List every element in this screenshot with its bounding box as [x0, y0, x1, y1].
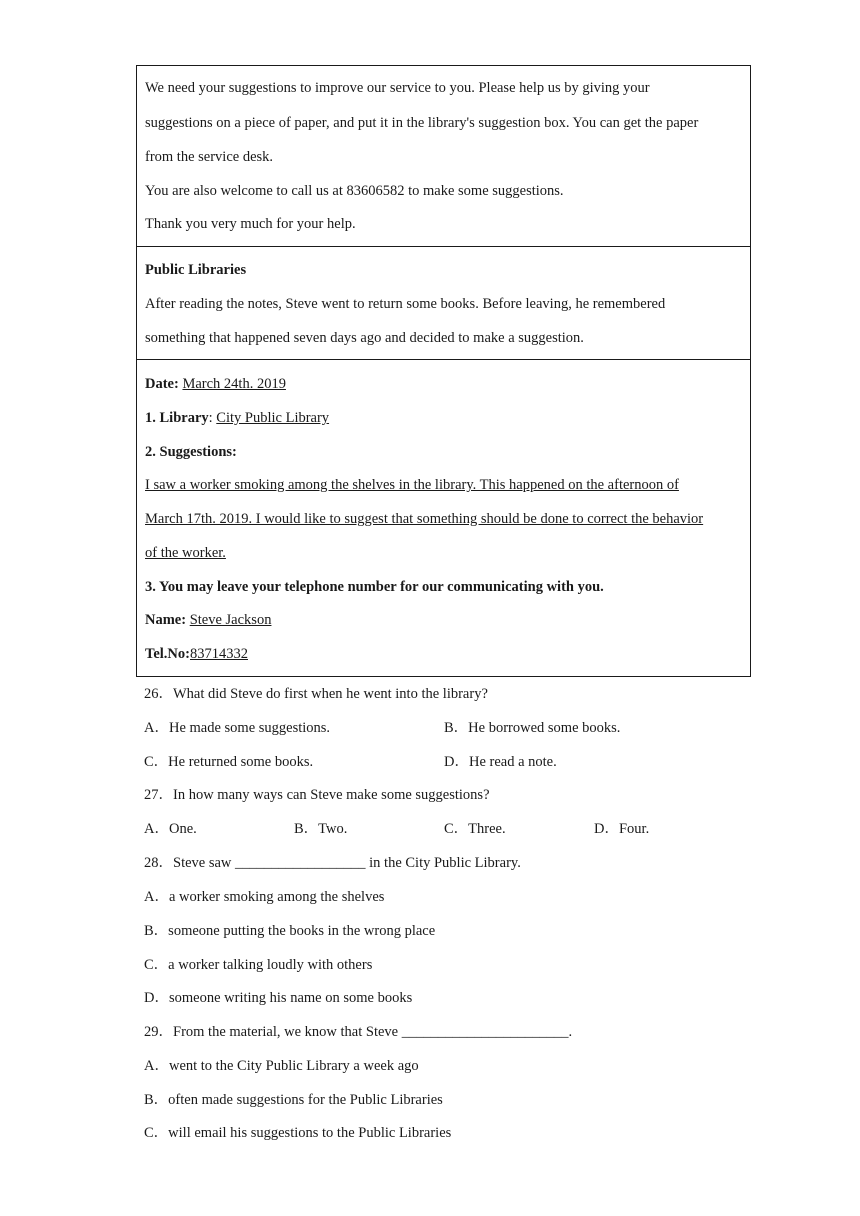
- library-value: City Public Library: [216, 410, 330, 426]
- question-27-option-c: C．Three.: [444, 821, 506, 837]
- notice-line-1: We need your suggestions to improve our service to you. Please help us by giving your: [145, 80, 650, 96]
- tel-value: 83714332: [189, 646, 248, 662]
- suggestion-line-1: I saw a worker smoking among the shelves in the library. This happened on the afternoon of: [145, 477, 679, 493]
- tel-row: [145, 644, 248, 664]
- suggestion-form-box: [136, 359, 751, 677]
- library-row: [145, 408, 329, 428]
- question-28-option-a: A．a worker smoking among the shelves: [144, 889, 385, 905]
- library-label: 1. Library: [145, 410, 209, 426]
- question-29-option-a: A．went to the City Public Library a week ago: [144, 1058, 419, 1074]
- question-27-option-b: B．Two.: [294, 821, 348, 837]
- question-26-option-c: C．He returned some books.: [144, 754, 314, 770]
- question-28-option-c: C．a worker talking loudly with others: [144, 957, 373, 973]
- intro-line-2: something that happened seven days ago and decided to make a suggestion.: [145, 330, 584, 346]
- question-29-option-c: C．will email his suggestions to the Public Libraries: [144, 1125, 452, 1141]
- question-27-option-a: A．One.: [144, 821, 197, 837]
- question-26-option-a: A．He made some suggestions.: [144, 720, 331, 736]
- name-row: [145, 610, 271, 630]
- notice-box: [136, 65, 751, 247]
- notice-line-2: suggestions on a piece of paper, and put it in the library's suggestion box. You can get the paper: [145, 115, 699, 131]
- tel-label: Tel.No:: [145, 646, 190, 662]
- intro-line-1: After reading the notes, Steve went to return some books. Before leaving, he remembered: [145, 296, 666, 312]
- notice-line-5: Thank you very much for your help.: [145, 216, 356, 232]
- phone-prompt: 3. You may leave your telephone number for our communicating with you.: [145, 579, 604, 595]
- question-26-option-b: B．He borrowed some books.: [444, 720, 621, 736]
- question-26-stem: 26．What did Steve do first when he went into the library?: [144, 686, 488, 702]
- question-28-stem: 28．Steve saw __________________ in the City Public Library.: [144, 855, 521, 871]
- question-29-stem: 29．From the material, we know that Steve _______________________.: [144, 1024, 573, 1040]
- question-28-option-d: D．someone writing his name on some books: [144, 990, 413, 1006]
- notice-line-3: from the service desk.: [145, 149, 274, 165]
- intro-title: Public Libraries: [145, 262, 247, 278]
- intro-box: [136, 246, 751, 360]
- name-label: Name:: [145, 612, 187, 628]
- question-28-option-b: B．someone putting the books in the wrong place: [144, 923, 436, 939]
- date-row: [145, 374, 286, 394]
- question-26-option-d: D．He read a note.: [444, 754, 557, 770]
- date-value: March 24th. 2019: [182, 376, 286, 392]
- question-29-option-b: B．often made suggestions for the Public Libraries: [144, 1092, 443, 1108]
- question-27-option-d: D．Four.: [594, 821, 650, 837]
- name-value: Steve Jackson: [189, 612, 272, 628]
- question-27-stem: 27．In how many ways can Steve make some suggestions?: [144, 787, 490, 803]
- notice-line-4: You are also welcome to call us at 83606582 to make some suggestions.: [145, 183, 564, 199]
- date-label: Date:: [145, 376, 179, 392]
- suggestion-line-2: March 17th. 2019. I would like to suggest that something should be done to correct the behavior: [145, 511, 704, 527]
- suggestions-label: 2. Suggestions:: [145, 444, 237, 460]
- library-separator: :: [208, 410, 217, 426]
- suggestion-line-3: of the worker.: [145, 545, 226, 561]
